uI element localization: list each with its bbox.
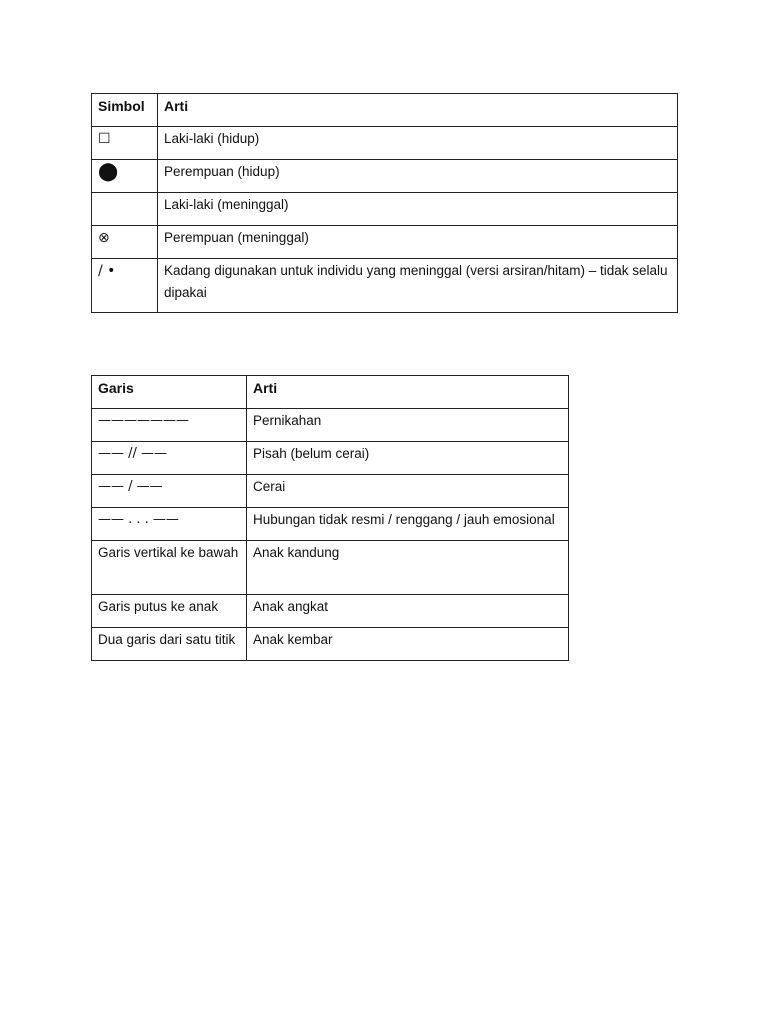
column-header-symbol: Simbol [92,94,158,127]
table-row [92,160,678,193]
line-meaning: Pisah (belum cerai) [247,442,569,475]
line-meaning: Anak angkat [247,595,569,628]
table-row [92,541,569,595]
symbol-meaning: Kadang digunakan untuk individu yang meninggal (versi arsiran/hitam) – tidak selalu dipakai [158,259,678,313]
divorce-line: —— / —— [92,475,247,508]
symbol-meaning: Perempuan (meninggal) [158,226,678,259]
table-row [92,442,569,475]
line-meaning: Anak kandung [247,541,569,595]
informal-relationship-line: —— . . . —— [92,508,247,541]
table-header-row [92,94,678,127]
adopted-child-line: Garis putus ke anak [92,595,247,628]
symbol-meaning: Laki-laki (meninggal) [158,193,678,226]
symbol-meaning: Perempuan (hidup) [158,160,678,193]
column-header-line: Garis [92,376,247,409]
table-row [92,226,678,259]
male-deceased-symbol [92,193,158,226]
symbol-meaning: Laki-laki (hidup) [158,127,678,160]
female-deceased-symbol: ⊗ [92,226,158,259]
table-row [92,193,678,226]
separation-line: —— // —— [92,442,247,475]
column-header-meaning: Arti [158,94,678,127]
symbol-legend-table [91,93,678,313]
line-meaning: Anak kembar [247,628,569,661]
table-row [92,409,569,442]
table-row [92,595,569,628]
line-meaning: Pernikahan [247,409,569,442]
table-row [92,508,569,541]
female-alive-symbol: ⬤ [92,160,158,193]
table-row [92,628,569,661]
deceased-alt-symbol: / • [92,259,158,313]
column-header-meaning: Arti [247,376,569,409]
male-alive-symbol: ☐ [92,127,158,160]
table-row [92,259,678,313]
line-meaning: Cerai [247,475,569,508]
table-row [92,127,678,160]
twins-line: Dua garis dari satu titik [92,628,247,661]
marriage-line: ——————— [92,409,247,442]
line-legend-table [91,375,569,661]
table-row [92,475,569,508]
table-header-row [92,376,569,409]
biological-child-line: Garis vertikal ke bawah [92,541,247,595]
line-meaning: Hubungan tidak resmi / renggang / jauh emosional [247,508,569,541]
